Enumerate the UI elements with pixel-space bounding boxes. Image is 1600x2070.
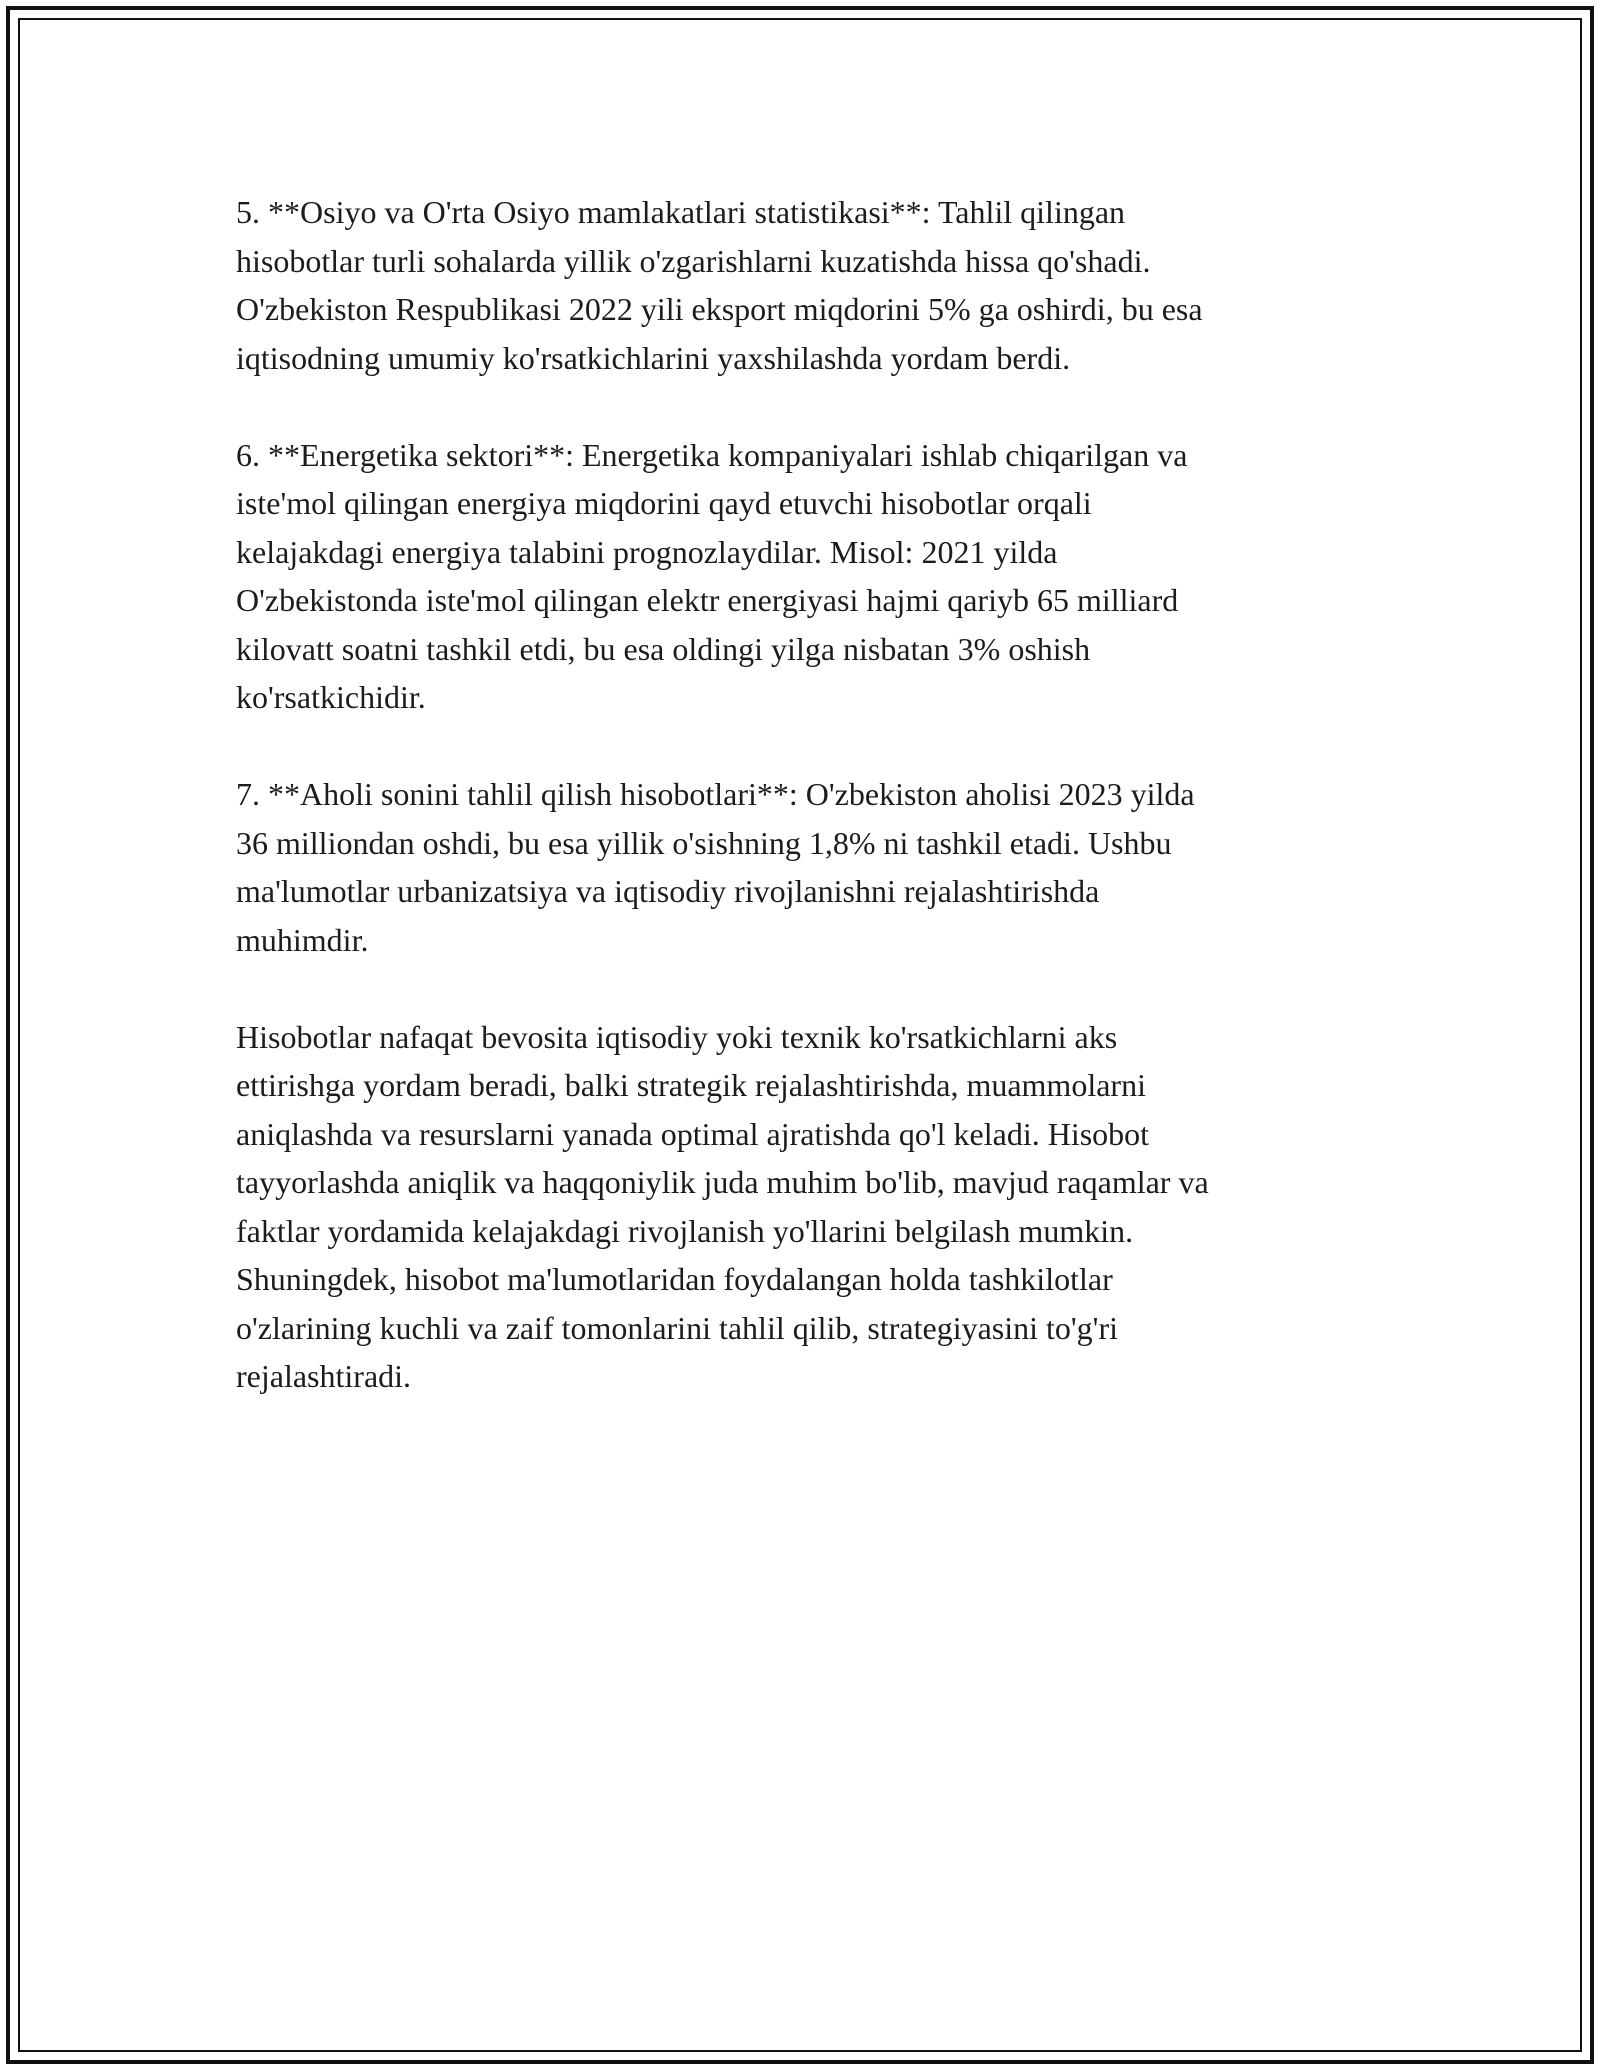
- text-line: ma'lumotlar urbanizatsiya va iqtisodiy rivojlanishni rejalashtirishda: [236, 873, 1100, 909]
- text-line: aniqlashda va resurslarni yanada optimal ajratishda qo'l keladi. Hisobot: [236, 1115, 1150, 1152]
- text-line: 6. **Energetika sektori**: Energetika kompaniyalari ishlab chiqarilgan va: [236, 436, 1188, 473]
- text-line: 7. **Aholi sonini tahlil qilish hisobotlari**: O'zbekiston aholisi 2023 yilda: [236, 776, 1195, 812]
- text-line: iste'mol qilingan energiya miqdorini qayd etuvchi hisobotlar orqali: [236, 485, 1092, 521]
- paragraph-energy-sector: [236, 431, 1366, 722]
- text-line: ko'rsatkichidir.: [236, 679, 426, 715]
- paragraph-asia-statistics: [236, 188, 1366, 382]
- text-line: ettirishga yordam beradi, balki strategik rejalashtirishda, muammolarni: [236, 1067, 1146, 1103]
- text-line: O'zbekistonda iste'mol qilingan elektr energiyasi hajmi qariyb 65 milliard: [236, 582, 1179, 618]
- text-line: 36 milliondan oshdi, bu esa yillik o'sishning 1,8% ni tashkil etadi. Ushbu: [236, 824, 1172, 861]
- text-line: iqtisodning umumiy ko'rsatkichlarini yaxshilashda yordam berdi.: [236, 339, 1071, 376]
- text-line: O'zbekiston Respublikasi 2022 yili eksport miqdorini 5% ga oshirdi, bu esa: [236, 291, 1203, 327]
- document-body: [236, 188, 1366, 1449]
- text-line: kilovatt soatni tashkil etdi, bu esa oldingi yilga nisbatan 3% oshish: [236, 630, 1091, 667]
- text-line: tayyorlashda aniqlik va haqqoniylik juda muhim bo'lib, mavjud raqamlar va: [236, 1164, 1209, 1200]
- text-line: 5. **Osiyo va O'rta Osiyo mamlakatlari statistikasi**: Tahlil qilingan: [236, 194, 1126, 230]
- text-line: rejalashtiradi.: [236, 1358, 412, 1394]
- text-line: Shuningdek, hisobot ma'lumotlaridan foydalangan holda tashkilotlar: [236, 1261, 1113, 1297]
- text-line: Hisobotlar nafaqat bevosita iqtisodiy yoki texnik ko'rsatkichlarni aks: [236, 1018, 1118, 1055]
- text-line: muhimdir.: [236, 921, 369, 958]
- text-line: hisobotlar turli sohalarda yillik o'zgarishlarni kuzatishda hissa qo'shadi.: [236, 242, 1151, 279]
- paragraph-population-analysis: [236, 770, 1366, 964]
- paragraph-conclusion: [236, 1013, 1366, 1401]
- text-line: o'zlarining kuchli va zaif tomonlarini tahlil qilib, strategiyasini to'g'ri: [236, 1309, 1118, 1346]
- text-line: faktlar yordamida kelajakdagi rivojlanish yo'llarini belgilash mumkin.: [236, 1212, 1134, 1249]
- text-line: kelajakdagi energiya talabini prognozlaydilar. Misol: 2021 yilda: [236, 533, 1058, 570]
